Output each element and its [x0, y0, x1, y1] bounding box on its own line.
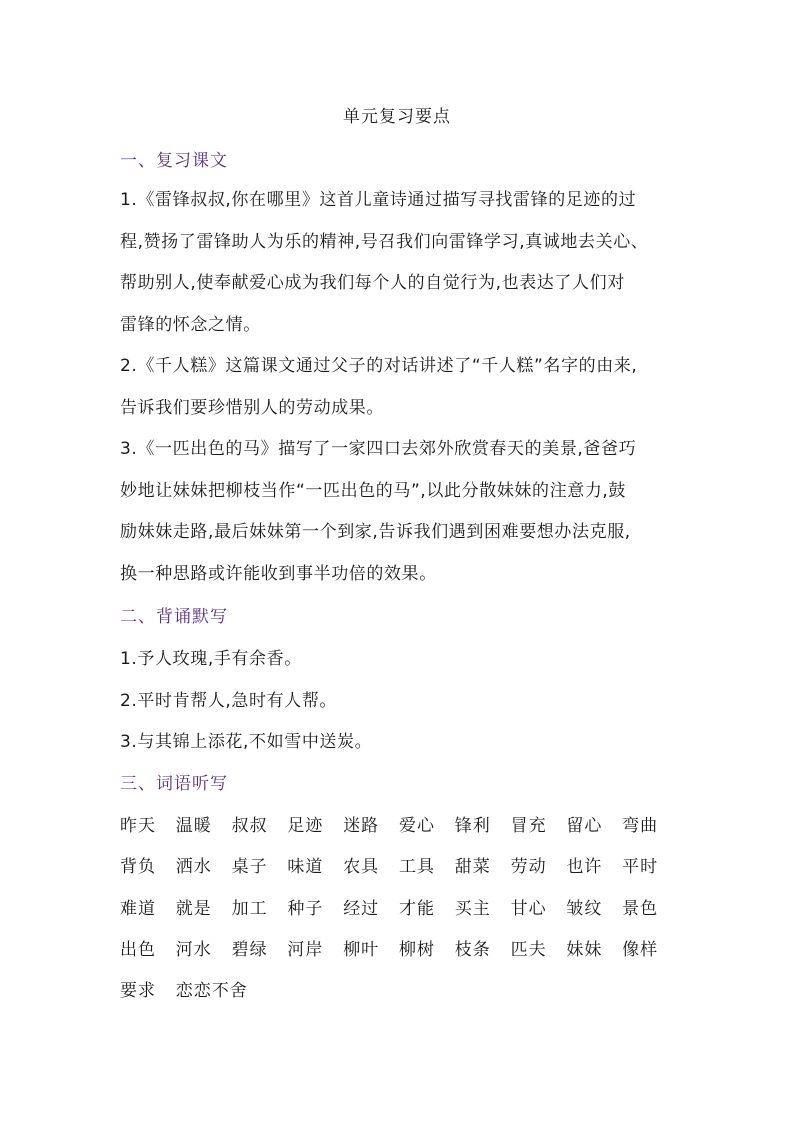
- recite-item: 2.平时肯帮人,急时有人帮。: [120, 691, 338, 711]
- vocab-word: 才能: [398, 899, 435, 919]
- vocab-word: 经过: [343, 899, 380, 919]
- vocab-word: 爱心: [398, 816, 435, 836]
- vocab-word: 妹妹: [566, 940, 603, 960]
- recite-item: 1.予人玫瑰,手有余香。: [120, 649, 302, 669]
- vocab-word: 冒充: [510, 816, 547, 836]
- section-heading-review-texts: 一、复习课文: [120, 151, 228, 171]
- vocab-word: 碧绿: [231, 940, 268, 960]
- vocab-word: 温暖: [175, 816, 212, 836]
- vocab-word: 足迹: [287, 816, 324, 836]
- section-heading-dictation: 三、词语听写: [120, 774, 228, 794]
- vocab-word: 柳树: [398, 940, 435, 960]
- word-row: [120, 937, 678, 963]
- vocab-word: 味道: [287, 857, 324, 877]
- review-item-2: [120, 346, 680, 429]
- page-title: 单元复习要点: [343, 107, 451, 127]
- vocab-word: 出色: [120, 940, 156, 960]
- paragraph-line: 3.《一匹出色的马》描写了一家四口去郊外欣赏春天的美景,爸爸巧: [120, 439, 637, 459]
- vocab-word: 种子: [287, 899, 324, 919]
- vocab-word: 柳叶: [343, 940, 380, 960]
- review-item-1: [120, 180, 680, 346]
- vocab-word: 匹夫: [510, 940, 547, 960]
- paragraph-line: 2.《千人糕》这篇课文通过父子的对话讲述了“千人糕”名字的由来,: [120, 356, 638, 376]
- vocab-word: 工具: [398, 857, 435, 877]
- paragraph-line: 告诉我们要珍惜别人的劳动成果。: [120, 397, 384, 418]
- paragraph-line: 妙地让妹妹把柳枝当作“一匹出色的马”,以此分散妹妹的注意力,鼓: [120, 480, 627, 501]
- vocab-word: 难道: [120, 899, 156, 919]
- paragraph-line: 帮助别人,使奉献爱心成为我们每个人的自觉行为,也表达了人们对: [120, 273, 625, 293]
- word-row: [120, 854, 678, 880]
- vocab-word: 劳动: [510, 857, 547, 877]
- paragraph-line: 励妹妹走路,最后妹妹第一个到家,告诉我们遇到困难要想办法克服,: [120, 522, 631, 542]
- vocab-word: 平时: [622, 857, 659, 877]
- word-row: [120, 813, 678, 839]
- vocab-word: 昨天: [120, 816, 156, 836]
- vocab-word: 加工: [231, 899, 268, 919]
- word-row: [120, 978, 248, 1004]
- vocab-word: 洒水: [175, 857, 212, 877]
- vocab-word: 要求: [120, 981, 156, 1001]
- vocab-word: 像样: [622, 940, 659, 960]
- word-row: [120, 896, 678, 922]
- vocab-word: 农具: [343, 857, 380, 877]
- section-heading-recite: 二、背诵默写: [120, 607, 228, 627]
- vocab-word: 留心: [566, 816, 603, 836]
- vocab-word: 迷路: [343, 816, 380, 836]
- paragraph-line: 雷锋的怀念之情。: [120, 314, 261, 335]
- vocab-word: 就是: [175, 899, 212, 919]
- vocab-word: 背负: [120, 857, 156, 877]
- vocab-word: 皱纹: [566, 899, 603, 919]
- vocab-word: 河水: [175, 940, 212, 960]
- vocab-word: 桌子: [231, 857, 268, 877]
- vocab-word: 买主: [454, 899, 491, 919]
- vocab-word: 锋利: [454, 816, 491, 836]
- vocab-word: 甘心: [510, 899, 547, 919]
- vocab-word: 叔叔: [231, 816, 268, 836]
- recite-item: 3.与其锦上添花,不如雪中送炭。: [120, 732, 373, 752]
- paragraph-line: 程,赞扬了雷锋助人为乐的精神,号召我们向雷锋学习,真诚地去关心、: [120, 231, 649, 252]
- vocab-word: 恋恋不舍: [175, 981, 248, 1001]
- vocab-word: 弯曲: [622, 816, 659, 836]
- paragraph-line: 换一种思路或许能收到事半功倍的效果。: [120, 563, 437, 584]
- review-item-3: [120, 429, 680, 595]
- vocab-word: 甜菜: [454, 857, 491, 877]
- vocab-word: 枝条: [454, 940, 491, 960]
- vocab-word: 河岸: [287, 940, 324, 960]
- vocab-word: 也许: [566, 857, 603, 877]
- paragraph-line: 1.《雷锋叔叔,你在哪里》这首儿童诗通过描写寻找雷锋的足迹的过: [120, 190, 637, 210]
- vocab-word: 景色: [622, 899, 659, 919]
